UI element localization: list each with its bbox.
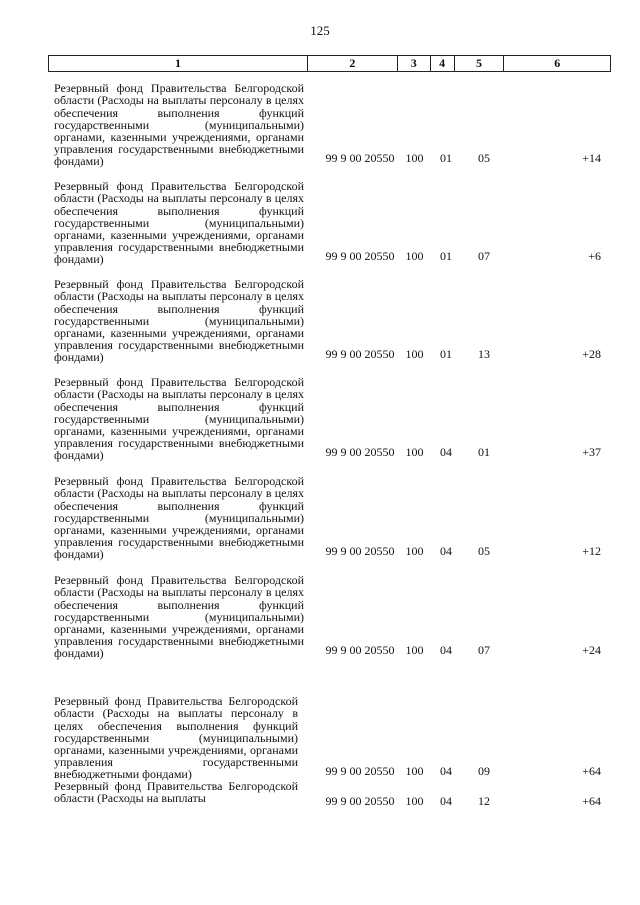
- header-col-6: 6: [554, 56, 561, 70]
- row-section: 04: [440, 445, 452, 459]
- row-section: 04: [440, 794, 452, 808]
- row-amount: +37: [582, 445, 601, 459]
- table-row: [48, 780, 611, 820]
- row-subsection: 09: [478, 764, 490, 778]
- row-type: 100: [405, 151, 424, 165]
- table-row: [48, 72, 611, 167]
- row-type: 100: [405, 764, 424, 778]
- row-amount: +14: [582, 151, 601, 165]
- table-header: [48, 55, 611, 72]
- row-type: 100: [405, 445, 424, 459]
- row-type: 100: [405, 643, 424, 657]
- row-code: 99 9 00 20550: [325, 794, 395, 808]
- row-description: Резервный фонд Правительства Белгородской области (Расходы на выплаты персоналу в целях обеспечения выполнения функций государственными (муниципальными) органами, казенными учреждениями, органами управления государственными внебюджетными фондами): [54, 375, 304, 462]
- row-amount: +6: [588, 249, 601, 263]
- row-description: Резервный фонд Правительства Белгородской области (Расходы на выплаты: [54, 780, 298, 806]
- row-section: 01: [440, 347, 452, 361]
- row-type: 100: [405, 544, 424, 558]
- row-amount: +28: [582, 347, 601, 361]
- row-type: 100: [405, 347, 424, 361]
- row-amount: +64: [582, 794, 601, 808]
- row-code: 99 9 00 20550: [325, 445, 395, 459]
- header-col-2: 2: [308, 56, 398, 71]
- row-section: 04: [440, 544, 452, 558]
- row-code: 99 9 00 20550: [325, 764, 395, 778]
- row-type: 100: [405, 249, 424, 263]
- row-description: Резервный фонд Правительства Белгородской области (Расходы на выплаты персоналу в целях обеспечения выполнения функций государственными (муниципальными) органами, казенными учреждениями, органами управления государственными внебюджетными фондами): [54, 694, 298, 781]
- row-code: 99 9 00 20550: [325, 544, 395, 558]
- table-row: [48, 560, 611, 659]
- page-number: 125: [310, 23, 330, 38]
- table-row: [48, 659, 611, 780]
- row-code: 99 9 00 20550: [325, 151, 395, 165]
- row-amount: +24: [582, 643, 601, 657]
- row-code: 99 9 00 20550: [325, 249, 395, 263]
- row-description: Резервный фонд Правительства Белгородской области (Расходы на выплаты персоналу в целях обеспечения выполнения функций государственными (муниципальными) органами, казенными учреждениями, органами управления государственными внебюджетными фондами): [54, 277, 304, 364]
- table-row: [48, 167, 611, 265]
- row-subsection: 05: [478, 151, 490, 165]
- row-subsection: 13: [478, 347, 490, 361]
- row-subsection: 07: [478, 643, 490, 657]
- row-subsection: 01: [478, 445, 490, 459]
- row-subsection: 12: [478, 794, 490, 808]
- row-type: 100: [405, 794, 424, 808]
- row-description: Резервный фонд Правительства Белгородской области (Расходы на выплаты персоналу в целях обеспечения выполнения функций государственными (муниципальными) органами, казенными учреждениями, органами управления государственными внебюджетными фондами): [54, 179, 304, 266]
- row-amount: +12: [582, 544, 601, 558]
- row-subsection: 05: [478, 544, 490, 558]
- row-description: Резервный фонд Правительства Белгородской области (Расходы на выплаты персоналу в целях обеспечения выполнения функций государственными (муниципальными) органами, казенными учреждениями, органами управления государственными внебюджетными фондами): [54, 474, 304, 561]
- budget-table: [48, 55, 611, 820]
- header-col-3: 3: [398, 56, 431, 71]
- table-row: [48, 265, 611, 363]
- table-row: [48, 461, 611, 560]
- row-subsection: 07: [478, 249, 490, 263]
- row-amount: +64: [582, 764, 601, 778]
- header-col-4: 4: [431, 56, 455, 71]
- row-section: 04: [440, 764, 452, 778]
- row-description: Резервный фонд Правительства Белгородской области (Расходы на выплаты персоналу в целях обеспечения выполнения функций государственными (муниципальными) органами, казенными учреждениями, органами управления государственными внебюджетными фондами): [54, 81, 304, 168]
- header-col-1: 1: [49, 56, 308, 71]
- row-section: 04: [440, 643, 452, 657]
- row-code: 99 9 00 20550: [325, 347, 395, 361]
- row-description: Резервный фонд Правительства Белгородской области (Расходы на выплаты персоналу в целях обеспечения выполнения функций государственными (муниципальными) органами, казенными учреждениями, органами управления государственными внебюджетными фондами): [54, 573, 304, 660]
- header-col-5: 5: [455, 56, 505, 71]
- row-code: 99 9 00 20550: [325, 643, 395, 657]
- row-section: 01: [440, 249, 452, 263]
- table-row: [48, 363, 611, 461]
- row-section: 01: [440, 151, 452, 165]
